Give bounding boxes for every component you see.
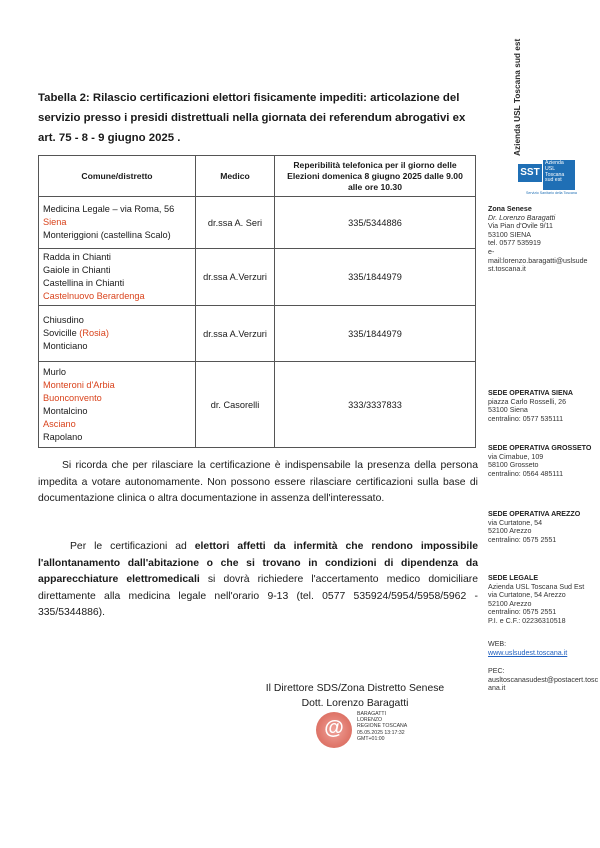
comune-cell: [39, 306, 196, 362]
sede-line: Azienda USL Toscana Sud Est: [488, 582, 585, 591]
sede-line: centralino: 0575 2551: [488, 535, 557, 544]
comune-line: Castellina in Chianti: [43, 278, 125, 288]
logo-line: sud est: [545, 177, 562, 184]
comune-line: Monticiano: [43, 341, 88, 351]
comune-line: Buonconvento: [43, 392, 102, 403]
zona-person: Dr. Lorenzo Baragatti: [488, 213, 556, 222]
para2-bold: elettori affetti da infermità che rendono impossibile l'allontanamento dall'abitazione o che si trovano in condizioni di dipendenza da apparecchiature elettromedicali: [38, 541, 478, 585]
zona-line: e-: [488, 247, 495, 256]
sede-line: centralino: 0575 2551: [488, 608, 557, 617]
sidebar-pec: [488, 667, 600, 693]
sede-line: centralino: 0564 485111: [488, 469, 564, 478]
sede-line: piazza Carlo Rosselli, 26: [488, 397, 567, 406]
sede-legale: [488, 574, 600, 626]
paragraph-presence-notice: Si ricorda che per rilasciare la certificazione è indispensabile la presenza della persona impedita a votare autonomamente. Non possono essere rilasciare certificazioni sulla base di documentazione clinica o altra documentazione in assenza dell'interessato.: [38, 460, 478, 504]
sede-title: SEDE OPERATIVA AREZZO: [488, 510, 581, 518]
table-header-row: [39, 156, 476, 197]
logo-line: USL: [545, 165, 556, 172]
zona-title: Zona Senese: [488, 205, 532, 213]
sede-grosseto: [488, 444, 600, 478]
medico-cell: dr.ssa A.Verzuri: [196, 249, 275, 306]
zona-line: mail:lorenzo.baragatti@uslsude: [488, 256, 588, 265]
comune-line: Siena: [43, 217, 67, 227]
comune-line: Gaiole in Chianti: [43, 265, 111, 275]
logo-line: Toscana: [545, 171, 565, 178]
comune-line: Asciano: [43, 418, 76, 429]
comune-line: Sovicille: [43, 328, 77, 338]
comune-line: Monteroni d'Arbia: [43, 379, 115, 390]
ausl-logo: [518, 160, 576, 198]
sede-line: 52100 Arezzo: [488, 527, 532, 536]
comune-cell: [39, 249, 196, 306]
zona-line: st.toscana.it: [488, 265, 526, 274]
digital-signature-seal-icon: @: [316, 712, 352, 748]
sede-line: via Curtatone, 54: [488, 518, 543, 527]
certification-table: [38, 155, 476, 448]
medico-cell: dr. Casorelli: [196, 362, 275, 448]
zona-line: 53100 SIENA: [488, 230, 531, 239]
para2-rest: si dovrà richiedere l'accertamento medico domiciliare direttamente alla medicina legale nell'orario 9-13 (tel. 0577 535924/5954/5958/5962 - 335/5344886).: [38, 574, 478, 618]
comune-line-group: [43, 327, 191, 340]
signature-name: Dott. Lorenzo Baragatti: [301, 698, 409, 709]
medico-cell: dr.ssa A. Seri: [196, 197, 275, 249]
logo-org-text: [543, 160, 575, 190]
table-title: Tabella 2: Rilascio certificazioni elettori fisicamente impediti: articolazione del servizio presso i presidi distrettuali nella giornata dei referendum abrogativi ex art. 75 - 8 - 9 giugno 2025 .: [38, 92, 466, 144]
comune-line-frazione: (Rosia): [79, 328, 109, 338]
sst-logo-mark: SST: [518, 164, 542, 182]
comune-line: Murlo: [43, 366, 66, 377]
stamp-line: 05.05.2025 13:17:32: [357, 729, 405, 736]
stamp-line: REGIONE TOSCANA: [357, 723, 408, 730]
logo-service: Servizio Sanitario della Toscana: [526, 191, 577, 195]
header-reperibilita: Reperibilità telefonica per il giorno delle Elezioni domenica 8 giugno 2025 dalle 9.00 alle ore 10.30: [275, 156, 476, 197]
sede-siena: [488, 389, 600, 423]
sede-line: centralino: 0577 535111: [488, 414, 564, 423]
table-row: [39, 306, 476, 362]
logo-line: Azienda: [545, 160, 564, 166]
header-comune: Comune/distretto: [39, 156, 196, 197]
sede-line: P.I. e C.F.: 02236310518: [488, 616, 566, 625]
sede-title: SEDE OPERATIVA GROSSETO: [488, 444, 592, 452]
comune-line: Monteriggioni (castellina Scalo): [43, 230, 171, 240]
comune-line: Montalcino: [43, 405, 88, 416]
sidebar-vertical-org: Azienda USL Toscana sud est: [512, 38, 522, 156]
sidebar-web: [488, 640, 600, 657]
sede-line: 53100 Siena: [488, 406, 528, 415]
comune-cell: [39, 362, 196, 448]
table-row: [39, 362, 476, 448]
pec-label: PEC:: [488, 667, 505, 675]
comune-cell: [39, 197, 196, 249]
telefono-cell: 335/5344886: [275, 197, 476, 249]
stamp-line: BARAGATTI: [357, 711, 387, 717]
sidebar-zona: [488, 205, 600, 274]
pec-address: ausltoscanasudest@postacert.toscana.it: [488, 675, 599, 693]
digital-signature-text: [357, 711, 437, 742]
web-label: WEB:: [488, 640, 507, 648]
comune-line: Radda in Chianti: [43, 252, 111, 262]
web-link[interactable]: www.uslsudest.toscana.it: [488, 648, 568, 657]
sede-title: SEDE OPERATIVA SIENA: [488, 389, 574, 397]
zona-line: Via Pian d'Ovile 9/11: [488, 222, 553, 231]
signature-role: Il Direttore SDS/Zona Distretto Senese: [265, 683, 445, 694]
medico-cell: dr.ssa A.Verzuri: [196, 306, 275, 362]
sede-line: 52100 Arezzo: [488, 599, 532, 608]
table-row: [39, 197, 476, 249]
paragraph-home-certification: [38, 539, 478, 622]
telefono-cell: 335/1844979: [275, 249, 476, 306]
zona-line: tel. 0577 535919: [488, 239, 541, 248]
sede-title: SEDE LEGALE: [488, 574, 539, 582]
table-row: [39, 249, 476, 306]
comune-line: Chiusdino: [43, 315, 84, 325]
comune-line: Medicina Legale – via Roma, 56: [43, 204, 175, 214]
sede-line: via Curtatone, 54 Arezzo: [488, 591, 566, 600]
sede-arezzo: [488, 510, 600, 544]
sede-line: 58100 Grosseto: [488, 461, 539, 470]
telefono-cell: 335/1844979: [275, 306, 476, 362]
stamp-line: GMT+01:00: [357, 735, 385, 742]
stamp-line: LORENZO: [357, 717, 383, 724]
header-medico: Medico: [196, 156, 275, 197]
sede-line: via Cimabue, 109: [488, 452, 544, 461]
telefono-cell: 333/3337833: [275, 362, 476, 448]
comune-line: Castelnuovo Berardenga: [43, 291, 145, 301]
comune-line: Rapolano: [43, 431, 83, 442]
para2-intro: Per le certificazioni ad: [70, 541, 187, 552]
